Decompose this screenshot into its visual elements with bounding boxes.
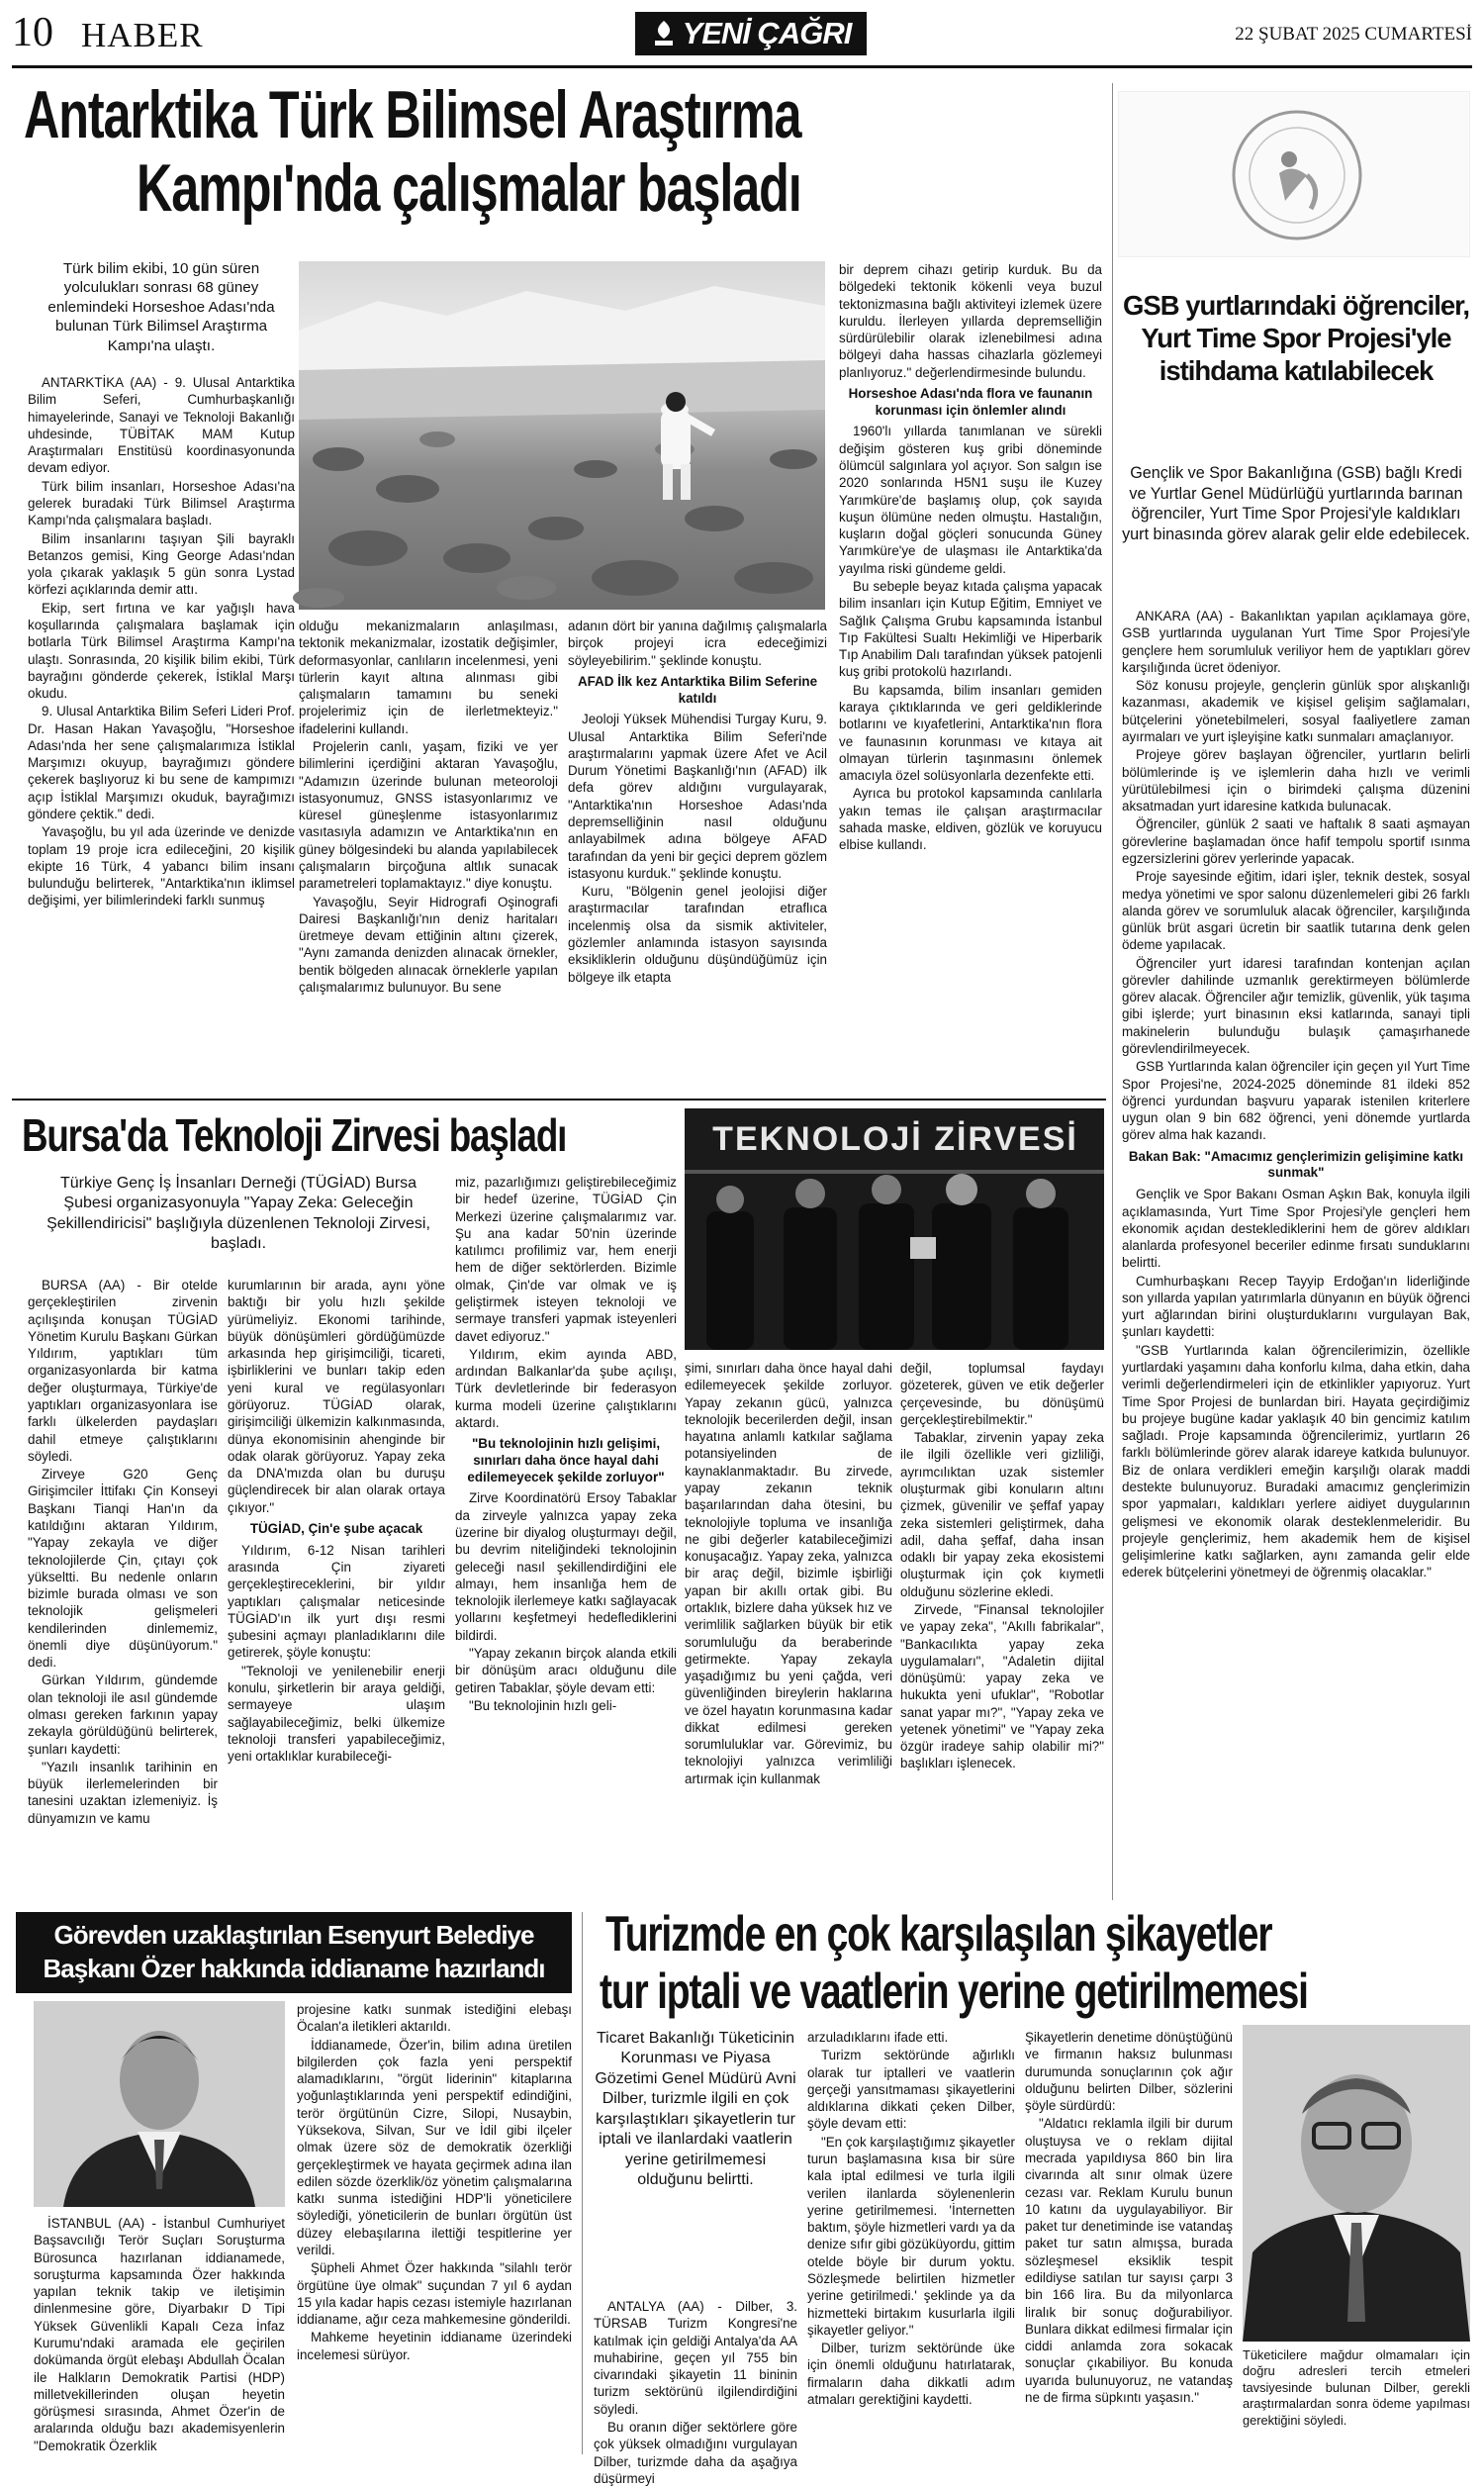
- bursa-col1: BURSA (AA) - Bir otelde gerçekleştirilen zirvenin açılışında konuşan TÜGİAD Yönetim Kurulu Başkanı Gürkan Yıldırım, yaptıkları tüm organizasyonlarda bir katma değer oluşturmaya, Türkiye'de yaptıkları organizasyonlara ise farklı ülkelerden paydaşları dahil etmeye çalıştıklarını söyledi. Zirveye G20 Genç Girişimciler İttifakı Çin Konseyi Başkanı Tianqi Han'ın da katıldığını aktaran Yıldırım, "Yapay zekayla ve diğer teknolojilerde Çin, çıtayı çok yükseltti. Bu nedenle onların bizimle burada olması ve son teknolojik gelişmeleri kendilerinden dinlememiz, önemli diye düşünüyorum." dedi. Gürkan Yıldırım, gündemde olan teknoloji ile asıl gündemde olması gereken farkının yapay zekayla görüldüğünü belirterek, şunları kaydetti: "Yazılı insanlık tarihinin en büyük ilerlemelerinden bir tanesini uzaktan izlemeniyiz. İş dünyamızın ve kamu: [28, 1278, 218, 1826]
- bursa-lead: Türkiye Genç İş İnsanları Derneği (TÜGİAD) Bursa Şubesi organizasyonuyla "Yapay Zeka: Geleceğin Şekillendiricisi" başlığıyla düzenlenen Teknoloji Zirvesi, başladı.: [46, 1175, 430, 1253]
- page-header: [12, 6, 1472, 65]
- lamp-icon: [651, 19, 677, 48]
- turizm-col2: arzuladıklarını ifade etti. Turizm sektöründe ağırlıklı olarak tur iptalleri ve vaatlerin gerçeği yansıtmaması şikayetlerini aldıklarına dikkati çeken Dilber, şöyle devam etti: "En çok karşılaştığımız şikayetler turun başlamasına kısa bir süre kala iptal edilmesi ve turla ilgili verilen ilanlarda söylenenlerin yerine getirilmemesi. 'İnternetten baktım, şöyle hizmetleri vardı ya da denize sıfır gibi gözüküyordu, gittim otelde böyle bir durum yoktu. Sözleşmede belirtilen hizmetler yerine getirilmedi.' şeklinde ya da hizmetteki birtakım kusurlarla ilgili şikayetler geliyor." Dilber, turizm sektöründe üke için önemli olduğunu hatırlatarak, firmaların daha dikkatli adım atmaları gerektiğini kaydetti.: [807, 2030, 1016, 2407]
- bursa-top-rule: [12, 1099, 1106, 1100]
- esenyurt-col2: projesine katkı sunmak istediğini elebaşı Öcalan'a iletikleri aktarıldı. İddianamede, Özer'in, bilim adına üretilen bilgilerden çok fazla yeni perspektif alamadıklarını, "örgüt liderinin" kitaplarına yoğunlaştıklarında yeni perspektif edindiğini, terör örgütünün Cizre, Silopi, Nusaybin, Yüksekova, Silvan, Sur ve İdil gibi ilçeler olmak üzere söz de demokratik özerkliği gerçekleştirmek ve hayata geçirmek adına ilan edilen sözde özerklik/öz yönetim çalışmalarına katkı sunma istediğini HDP'li yöneticilere söylediği, yöneticilerin de bunları örgütün üst düzey elebaşılarına ilettiği tespitlerine yer verildi. Şüpheli Ahmet Özer hakkında "silahlı terör örgütüne üye olmak" suçundan 7 yıl 6 aydan 15 yıla kadar hapis cezası istemiyle hazırlanan iddianame, ağır ceza mahkemesine gönderildi. Mahkeme heyetinin iddianame üzerindeki incelemesi sürüyor.: [297, 2002, 572, 2362]
- antarktika-col4: bir deprem cihazı getirip kurduk. Bu da bölgedeki tektonik kökenli veya buzul tektonizmasına bağlı aktiviteyi izlemek üzere kuruldu. İlerleyen yıllarda depremselliğin sürdürülebilir olarak izlenebilmesi adına bölgeyi daha hassas cihazlarla gözlemeyi planlıyoruz." değerlendirmesinde bulundu. Horseshoe Adası'nda flora ve faunanın korunması için önlemler alındı 1960'lı yıllarda tanımlanan ve sürekli değişim gösteren kuş gribi döneminde ölümcül salgınlara yol açıyor. Son salgın ise 2020 sonlarında H5N1 suşu ile Kuzey Yarımküre'de başlamış olup, çok sayıda kuşun ölümüne neden olmuştu. Hastalığın, kuşların doğal göçleri sonucunda Güney Yarımküre'ye de ulaşması ile Antarktika'da yayılma riski gündeme geldi. Bu sebeple beyaz kıtada çalışma yapacak bilim insanları için Kutup Eğitim, Emniyet ve Sağlık Çalışma Grubu kapsamında İstanbul Tıp Fakültesi Sualtı Hekimliği ve Hiperbarik Tıp Anabilim Dalı tarafından yüksek patojenli kuş gribi protokolü hazırlandı. Bu kapsamda, bilim insanları gemiden karaya çıktıklarında ve geri geldiklerinde botlarını ve kıyafetlerini, Antarktika'nın flora ve faunasının korunması ve kıtaya ait olmayan türlerin taşınmasını önlemek amacıyla özel solüsyonlarla dezenfekte etti. Ayrıca bu protokol kapsamında canlılarla yakın temas ile çalışan araştırmacılar sahada maske, eldiven, gözlük ve koruyucu elbise kullandı.: [839, 262, 1102, 853]
- gsb-headline: GSB yurtlarındaki öğrenciler, Yurt Time Spor Projesi'yle istihdama katılabilecek: [1122, 290, 1469, 386]
- column-divider: [1112, 83, 1113, 1900]
- turizm-lead: Ticaret Bakanlığı Tüketicinin Korunması ve Piyasa Gözetimi Genel Müdürü Avni Dilber, turizmle ilgili en çok karşılaştıkları şikayetlerin tur iptali ve ilanlardaki vaatlerin yerine getirilmemesi olduğunu belirtti.: [595, 2030, 796, 2189]
- esenyurt-headline-box: [16, 1912, 572, 1993]
- esenyurt-headline-2: Başkanı Özer hakkında iddianame hazırlandı: [43, 1954, 545, 1983]
- turizm-headline-2: tur iptali ve vaatlerin yerine getirilmemesi: [600, 1963, 1308, 2019]
- section-label: HABER: [81, 16, 204, 54]
- esenyurt-divider: [582, 1912, 583, 2454]
- ahmet-ozer-photo: [34, 2001, 285, 2207]
- zirve-banner-text: TEKNOLOJİ ZİRVESİ: [712, 1120, 1078, 1158]
- flora-subheading: Horseshoe Adası'nda flora ve faunanın korunması için önlemler alındı: [848, 385, 1093, 418]
- antarktika-col1: ANTARKTİKA (AA) - 9. Ulusal Antarktika Bilim Seferi, Cumhurbaşkanlığı himayelerinde, Sanayi ve Teknoloji Bakanlığı uhdesinde, TÜBİTAK MAM Kutup Araştırmaları Enstitüsü koordinasyonunda devam ediyor. Türk bilim insanları, Horseshoe Adası'na gelerek buradaki Türk Bilimsel Araştırma Kampı'nda çalışmalara başladı. Bilim insanlarını taşıyan Şili bayraklı Betanzos gemisi, King George Adası'ndan yola çıkarak yaklaşık 5 gün sonra Lystad körfezi açıklarında demir attı. Ekip, sert fırtına ve kar yağışlı hava koşullarında çalışmalara başlamak için botlarla Türk Bilimsel Araştırma Kampı'na ulaştı. Sonrasında, 20 kişilik bilim ekibi, Türk bayrağını gönderde çekerek, İstiklal Marşı okudu. 9. Ulusal Antarktika Bilim Seferi Lideri Prof. Dr. Hasan Hakan Yavaşoğlu, "Horseshoe Adası'nda her sene çalışmalarımıza İstiklal Marşımızı okuyup, bayrağımızı göndere çekerek başlıyoruz ki bu sene de kampımızı açıp İstiklal Marşımızı okuduk, bayrağımızı göndere çektik." dedi. Yavaşoğlu, bu yıl ada üzerinde ve denizde toplam 19 proje icra edileceğini, 20 kişilik ekipte 16 Türk, 4 yabancı bilim insanı bulunduğu belirterek, "Antarktika'nın iklimsel değişimi, yer bilimlerindeki farklı sunmuş: [28, 375, 295, 909]
- antarktika-col2: olduğu mekanizmaların anlaşılması, tektonik mekanizmalar, izostatik değişimler, deformasyonlar, canlıların incelenmesi, yeni türlerin kayıt altına alınması gibi çalışmaların tamamını bu seneki projelerimiz için de ilerletmekteyiz." ifadelerini kullandı. Projelerin canlı, yaşam, fiziki ve yer bilimlerini içerdiğini aktaran Yavaşoğlu, "Adamızın üzerinde bulunan meteoroloji istasyonumuz, GNSS istasyonlarımız ve küresel güneşlenme istasyonlarımız vasıtasıyla adamızın ve Antarktika'nın en güney bölgesindeki bu alanda yapılabilecek çalışmaların birçoğuna altlık sunacak parametreleri toplamaktayız." diye konuştu. Yavaşoğlu, Seyir Hidrografi Oşinografi Dairesi Başkanlığı'nın deniz haritaları üretmeye devam ettiğinin altını çizerek, "Aynı zamanda denizden alınacak örnekler, bentik bölgeden alınacak örneklerle yapılan çalışmalarımız bulunuyor. Bu sene: [299, 619, 558, 995]
- newspaper-logo: YENİ ÇAĞRI: [635, 12, 867, 55]
- gsb-lead: Gençlik ve Spor Bakanlığına (GSB) bağlı Kredi ve Yurtlar Genel Müdürlüğü yurtlarında barınan öğrenciler, Yurt Time Spor Projesi'yle kaldıkları yurt binasında görev alarak gelir elde edebilecek.: [1122, 464, 1470, 544]
- turizm-col1: ANTALYA (AA) - Dilber, 3. TÜRSAB Turizm Kongresi'ne katılmak için geldiği Antalya'da AA muhabirine, geçen yıl 755 bin civarındaki şikayetin 11 bininin turizm sektörünü ilgilendirdiğini söyledi. Bu oranın diğer sektörlere göre çok yüksek olmadığını vurgulayan Dilber, turizmde daha da aşağıya düşürmeyi: [594, 2299, 797, 2486]
- tugiad-subheading: TÜGİAD, Çin'e şube açacak: [249, 1520, 423, 1536]
- bursa-col4: şimi, sınırları daha önce hayal dahi edilemeyecek şekilde zorluyor. Yapay zekanın gücü, yalnızca teknolojik becerilerden değil, insan hayatına anlamlı katkılar sağlama potansiyelinden de kaynaklanmaktadır. Bu zirvede, yapay zekanın teknik başarılarından daha ötesini, bu teknolojiyle topluma ve insanlığa ne gibi değerler katabileceğimizi konuşacağız. Yapay zeka, yalnızca bir araç değil, bizimle işbirliği yapan bir akıllı ortak gibi. Bu ortaklık, bizlere daha yüksek hız ve verimlilik sağlarken büyük bir etik sorumluluğu da beraberinde getirmekte. Yapay zekayla yaşadığımız bu yeni çağda, veri güvenliğinden bireylerin haklarına ve özel hayatın korunmasına kadar dikkat edilmesi gereken sorumluluklar var. Görevimiz, bu teknolojiyi yalnızca verimliliği artırmak için kullanmak: [685, 1361, 892, 1786]
- antarktika-headline-1: Antarktika Türk Bilimsel Araştırma: [24, 77, 801, 152]
- issue-date: 22 ŞUBAT 2025 CUMARTESİ: [1235, 24, 1472, 45]
- avni-dilber-photo: [1243, 2025, 1470, 2342]
- bursa-headline: Bursa'da Teknoloji Zirvesi başladı: [22, 1109, 567, 1161]
- antarktika-headline-2: Kampı'nda çalışmalar başladı: [137, 150, 801, 226]
- teknoloji-zirvesi-photo: [685, 1108, 1104, 1350]
- antarktika-photo: [299, 261, 825, 610]
- esenyurt-headline-1: Görevden uzaklaştırılan Esenyurt Belediye: [53, 1920, 534, 1950]
- afad-subheading: AFAD İlk kez Antarktika Bilim Seferine katıldı: [577, 673, 818, 706]
- gsb-subheading: Bakan Bak: "Amacımız gençlerimizin gelişimine katkı sunmak": [1128, 1148, 1464, 1181]
- page-number: 10: [12, 10, 53, 55]
- dilber-photo-caption: Tüketicilere mağdur olmamaları için doğru adresleri tercih etmeleri tavsiyesinde bulunan Dilber, gerekli araştırmalardan sonra ödeme yapılması gerektiğini söyledi.: [1243, 2347, 1470, 2428]
- esenyurt-col1: İSTANBUL (AA) - İstanbul Cumhuriyet Başsavcılığı Terör Suçları Soruşturma Bürosunca hazırlanan iddianamede, soruşturma kapsamında Özer hakkında yapılan teknik takip ve iletişimin dinlenmesine göre, Diyarbakır D Tipi Yüksek Güvenlikli Kapalı Ceza İnfaz Kurumu'ndaki aramada ele geçirilen dokümanda örgüt elebaşı Abdullah Öcalan ile Halkların Demokratik Partisi (HDP) milletvekillerinden oluşan heyetin görüşmesi sırasında, Ahmet Özer'in de aralarında olduğu bazı akademisyenlerin "Demokratik Özerklik: [34, 2216, 285, 2453]
- bursa-col2: kurumlarının bir arada, aynı yöne baktığı bir yolu hızlı şekilde yürümeliyiz. Ekonomi tarihinde, büyük dönüşümleri gördüğümüzde arkasında hep girişimciliği, ticareti, işbirliklerini ve bunları takip eden yeni kural ve regülasyonları görüyoruz. TÜGİAD olarak, girişimciliği ülkemizin kalkınmasında, dünya ekonomisinin ahenginde bir odak olarak görüyoruz. Yapay zeka da DNA'mızda olan bu duruşu güçlendirecek bir alan olarak ortaya çıkıyor." TÜGİAD, Çin'e şube açacak Yıldırım, 6-12 Nisan tarihleri arasında Çin ziyareti gerçekleştireceklerini, bir yıldır yaptıkları çalışmalar neticesinde TÜGİAD'ın ilk yurt dışı resmi şubesini açmayı planladıklarını dile getirerek, şöyle konuştu: "Teknoloji ve yenilenebilir enerji konulu, şirketlerin bir araya geldiği, sermayeye ulaşım sağlayabileceğimiz, belki ülkemize teknoloji transferi yapabileceğimiz, yeni ortaklıklar kurabileceği-: [228, 1278, 445, 1765]
- turizm-headline-1: Turizmde en çok karşılaşılan şikayetler: [605, 1906, 1272, 1962]
- gsb-body: ANKARA (AA) - Bakanlıktan yapılan açıklamaya göre, GSB yurtlarında uygulanan Yurt Time Spor Projesi'yle gençlere hem sorumluluk veriliyor hem de yaptıkları görev karşılığında ücret ödeniyor. Söz konusu projeyle, gençlerin günlük spor alışkanlığı kazanması, akademik ve kişisel gelişim sağlamaları, bütçelerini yönetebilmeleri, sosyal faaliyetlere zaman ayırmaları ve yurt işleyişine katkı sunmaları amaçlanıyor. Projeye görev başlayan öğrenciler, yurtların belirli bölümlerinde iş ve işlemlerin daha hızlı ve verimli yürütülebilmesi için o birimdeki çalışma düzenini aksatmadan yurt idaresine katkıda bulunacak. Öğrenciler, günlük 2 saati ve haftalık 8 saati aşmayan görevlerine başlamadan önce hafif tempolu sportif ısınma egzersizlerini görev yerlerinde yapacak. Proje sayesinde eğitim, idari işler, teknik destek, sosyal medya yönetimi ve spor salonu düzenlemeleri gibi 26 farklı alanda görev ve sorumluluk alacak öğrenciler, karşılığında günlük brüt asgari ücretin bir saatlik tutarına denk gelen ödeme yapılacak. Öğrenciler yurt idaresi tarafından kontenjan açılan görevler dahilinde uzmanlık gerektirmeyen bölümlerde görev alacak. Öğrenciler ağır temizlik, güvenlik, yük taşıma gibi işlerde; yurt binasının eksi katlarında, sanayi tipli makinelerin bulunduğu bulaşık çamaşırhanede görevlendirilmeyecek. GSB Yurtlarında kalan öğrenciler için geçen yıl Yurt Time Spor Projesi'ne, 2024-2025 döneminde 81 ildeki 852 öğrenci yurdundan başvuru yaparak istenilen kriterlere uygun olan 9 bin 682 öğrenci, yeni dönemde yurtlarda görev alma hak kazandı. Bakan Bak: "Amacımız gençlerimizin gelişimine katkı sunmak" Gençlik ve Spor Bakanı Osman Aşkın Bak, konuyla ilgili açıklamasında, Yurt Time Spor Projesi'yle gençleri hem ekonomik açıdan desteklediklerini hem de görev aldıkları alanlarda profesyonel beceriler edinme fırsatı sunduklarını belirtti. Cumhurbaşkanı Recep Tayyip Erdoğan'ın liderliğinde son yıllarda yapılan yatırımlarla dünyanın en büyük öğrenci yurt ağlarından birini oluşturduklarını vurgulayan Bak, şunları kaydetti: "GSB Yurtlarında kalan öğrencilerimizin, özellikle yurtlardaki yaşamını daha konforlu kılma, daha etkin, daha verimli değerlendirmeleri için de etkinlikler yapıyoruz. Yurt Time Spor Projesi de bunlardan biri. Hayata geçirdiğimiz bu projeye bugüne kadar yaklaşık 40 bin gencimiz katılım sağladı. Proje kapsamında öğrencilerimiz, yurtların 26 farklı bölümlerinde görev alarak idareye katkıda bulunuyor. Biz de onlara verdikleri emeğin karşılığı olarak maddi destekte bulunuyoruz. Buradaki amacımız gençlerimizin spor yapmaları, kaldıkları yerlere aidiyet duygularının gelişmesi ve ekonomik olarak desteklenmeleridir. Bu projeyle gençlerimiz, hem akademik hem de kişisel gelişimlerine katkı sağlarken, aynı zamanda gelir elde ederek bütçelerini yönetmeyi de öğrenmiş olacaklar.": [1122, 609, 1470, 1580]
- gsb-logo-image: [1118, 91, 1470, 257]
- bursa-col3: miz, pazarlığımızı geliştirebileceğimiz bir hedef üzerine, TÜGİAD Çin Merkezi üzerine çalışmalarımız var. Şu ana kadar 50'nin üzerinde katılımcı profilimiz var, hem enerji hem de diğer sektörlerden. Bizimle olmak, Çin'de var olmak ve iş geliştirmek isteyen teknoloji ve sermaye transferi yapmak isteyenleri davet ediyoruz." Yıldırım, ekim ayında ABD, ardından Balkanlar'da şube açılışı, Türk devletlerinde bir federasyon kurma modeli üzerine çalıştıklarını aktardı. "Bu teknolojinin hızlı gelişimi, sınırları daha önce hayal dahi edilemeyecek şekilde zorluyor" Zirve Koordinatörü Ersoy Tabaklar da zirveyle yalnızca yapay zeka üzerine bir diyalog oluşturmayı değil, bu devrim niteliğindeki teknolojinin geleceği nasıl şekillendirdiğini ele almayı, hem insanlığa hem de teknolojik ilerlemeye katkı sağlayacak yollarını keşfetmeyi hedeflediklerini bildirdi. "Yapay zekanın birçok alanda etkili bir dönüşüm aracı olduğunu dile getiren Tabaklar, şöyle devam etti: "Bu teknolojinin hızlı geli-: [455, 1175, 677, 1713]
- bursa-col5: değil, toplumsal faydayı gözeterek, güven ve etik değerler çerçevesinde, bu dönüşümü gerçekleştirebilmektir." Tabaklar, zirvenin yapay zeka ile ilgili özellikle veri gizliliği, ayrımcılıktan uzak sistemler oluşturmak gibi konuların altını çizmek, güvenilir ve şeffaf yapay zeka sistemleri geliştirmek, daha adil, daha şeffaf, daha insan odaklı bir yapay zeka ekosistemi oluşturmak için çok kıymetli olduğunu sözlerine ekledi. Zirvede, "Finansal teknolojiler ve yapay zeka", "Akıllı fabrikalar", "Bankacılıkta yapay zeka uygulamaları", "Adaletin dijital dönüşümü: yapay zeka ve hukukta yeni ufuklar", "Robotlar sanat yapar mı?", "Yapay zeka ve yetenek yönetimi" ve "Yapay zeka özgür iradeye sahip olabilir mi?" başlıkları işlenecek.: [900, 1361, 1104, 1771]
- antarktika-lead: Türk bilim ekibi, 10 gün süren yolculukları sonrası 68 güney enlemindeki Horseshoe Adası'nda bulunan Türk Bilimsel Araştırma Kampı'na ulaştı.: [47, 260, 275, 354]
- header-rule: [12, 65, 1472, 68]
- antarktika-col3: adanın dört bir yanına dağılmış çalışmalarla birçok projeyi icra edeceğimizi söyleyebilirim." şeklinde konuştu. AFAD İlk kez Antarktika Bilim Seferine katıldı Jeoloji Yüksek Mühendisi Turgay Kuru, 9. Ulusal Antarktika Bilim Seferi'nde araştırmalarını yapmak üzere Afet ve Acil Durum Yönetimi Başkanlığı'nın (AFAD) ilk defa görev aldığını vurgulayarak, "Antarktika'nın Horseshoe Adası'nda depremselliğinin nasıl olduğunu anlayabilmek adına bölgeye AFAD tarafından da yeni bir geçici deprem gözlem istasyonu kurduk." şeklinde konuştu. Kuru, "Bölgenin genel jeolojisi diğer araştırmacılar tarafından etraflıca incelenmiş olsa da sismik aktiviteler, gözlemler anlamında istasyon sayısında eksikliklerin olduğunu düşündüğümüz için bölgeye ilk etapta: [568, 619, 827, 985]
- turizm-col3: Şikayetlerin denetime dönüştüğünü ve firmanın haksız bulunması durumunda sonuçlarının çok ağır olduğunu belirten Dilber, sözlerini şöyle sürdürdü: "Aldatıcı reklamla ilgili bir durum oluştuysa ve o reklam dijital mecrada yapıldıysa 860 bin lira civarında alt sınır olmak üzere cezası var. Reklam Kurulu bunun 10 katını da uygulayabiliyor. Bir paket tur denetiminde ise vatandaş paket tur satın almışsa, burada sözleşmesel eksiklik tespit edildiyse satılan tur sayısı çarpı 3 bin 166 lira. Bu da milyonlarca liralık bir sonuç doğurabiliyor. Bunlara dikkat edilmesi firmalar için ciddi anlamda zora sokacak sonuçlar çıkabiliyor. Bu konuda uyarıda bulunuyoruz, ne vatandaş ne de firma süpkıntı yaşasın.": [1025, 2030, 1233, 2405]
